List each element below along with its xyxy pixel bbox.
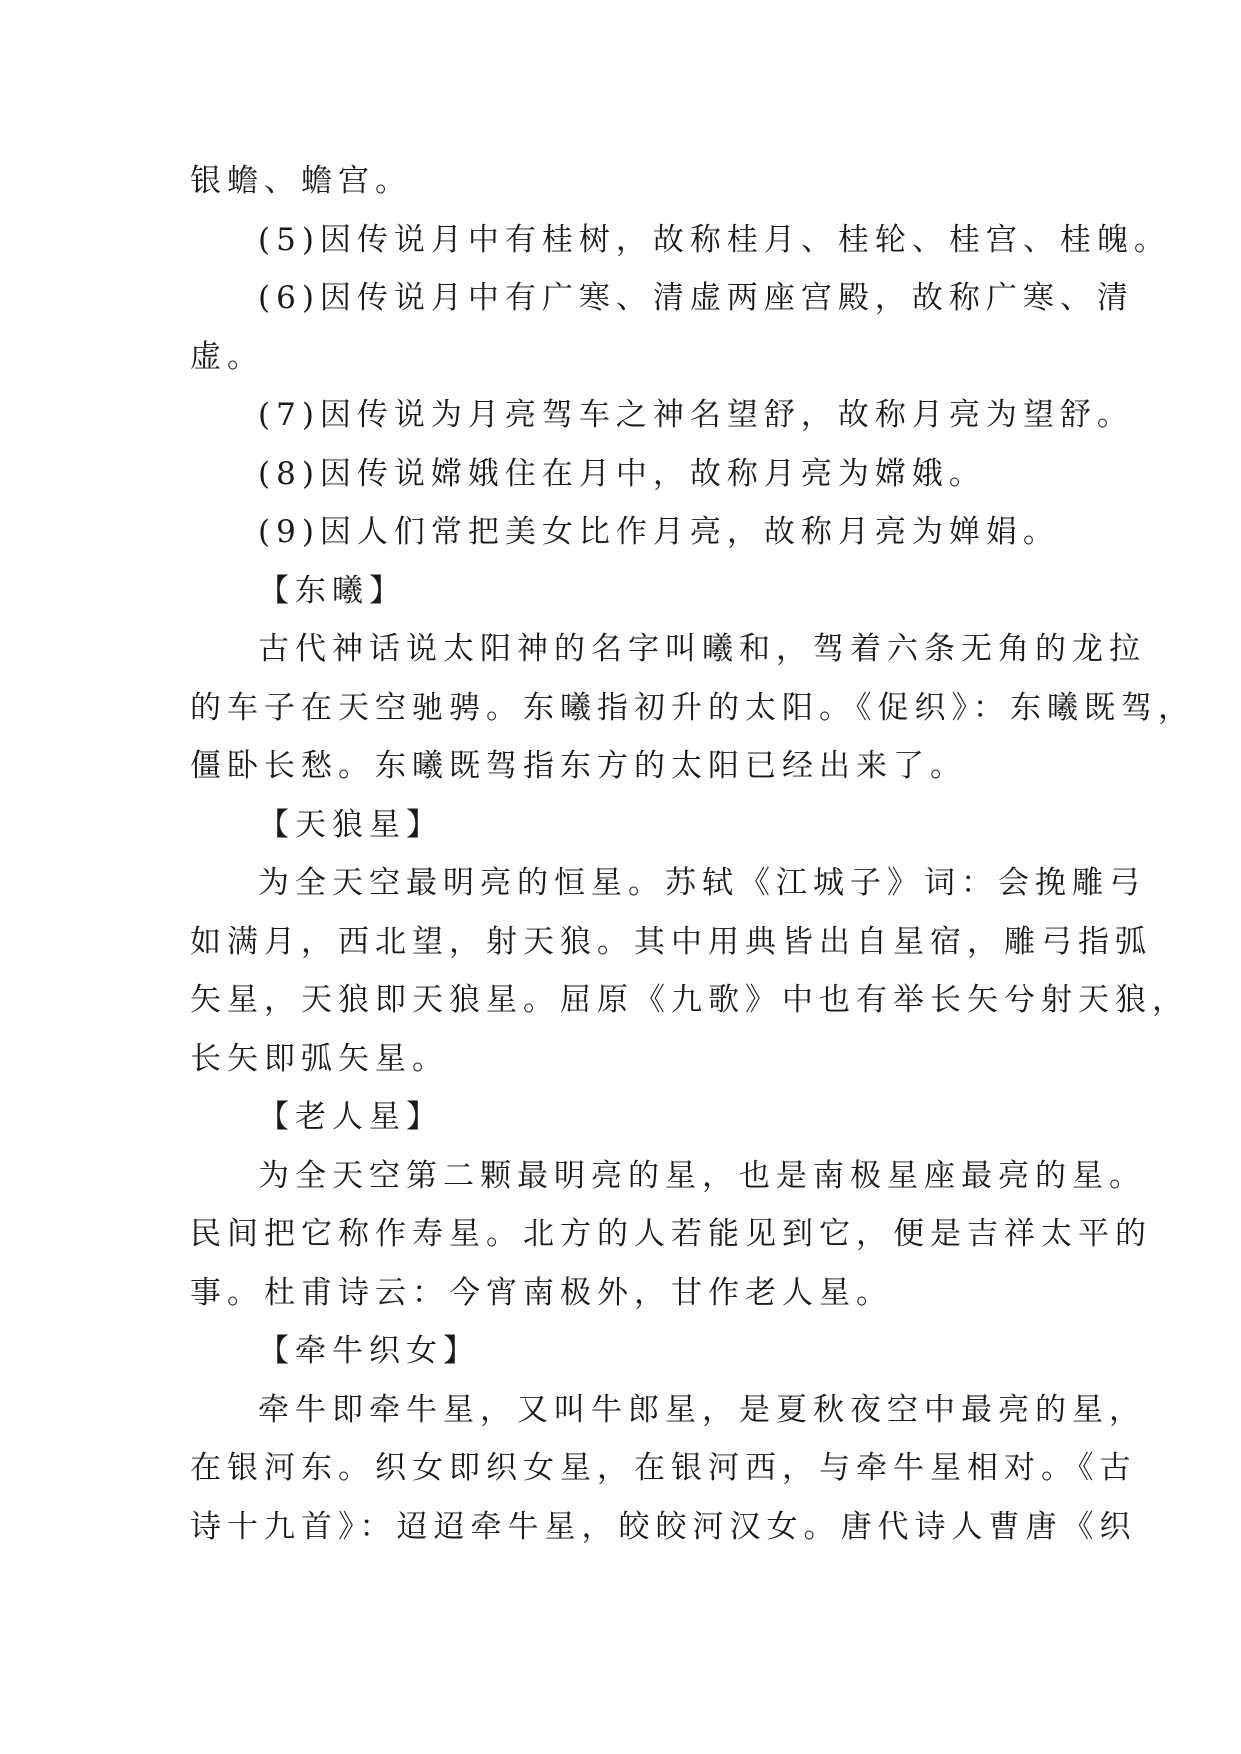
text-line: 矢星，天狼即天狼星。屈原《九歌》中也有举长矢兮射天狼， bbox=[190, 982, 1189, 1018]
text-line: 银蟾、蟾宫。 bbox=[190, 163, 412, 199]
text-line: (6)因传说月中有广寒、清虚两座宫殿，故称广寒、清 bbox=[258, 280, 1134, 316]
text-line: 虚。 bbox=[190, 338, 264, 375]
text-line: (5)因传说月中有桂树，故称桂月、桂轮、桂宫、桂魄。 bbox=[258, 221, 1171, 258]
text-line: 为全天空最明亮的恒星。苏轼《江城子》词：会挽雕弓 bbox=[258, 865, 1146, 901]
text-line: 诗十九首》：迢迢牵牛星，皎皎河汉女。唐代诗人曹唐《织 bbox=[190, 1508, 1137, 1545]
text-line: (9)因人们常把美女比作月亮，故称月亮为婵娟。 bbox=[258, 514, 1060, 550]
section-heading: 【牵牛织女】 bbox=[258, 1333, 480, 1369]
text-line: (8)因传说嫦娥住在月中，故称月亮为嫦娥。 bbox=[258, 455, 986, 492]
text-line: 古代神话说太阳神的名字叫曦和，驾着六条无角的龙拉 bbox=[258, 631, 1146, 667]
section-heading: 【老人星】 bbox=[258, 1099, 443, 1135]
section-heading: 【天狼星】 bbox=[258, 806, 443, 843]
text-line: 牵牛即牵牛星，又叫牛郎星，是夏秋夜空中最亮的星， bbox=[258, 1391, 1146, 1428]
section-heading: 【东曦】 bbox=[258, 572, 406, 609]
text-line: 如满月，西北望，射天狼。其中用典皆出自星宿，雕弓指弧 bbox=[190, 923, 1152, 960]
text-line: 民间把它称作寿星。北方的人若能见到它，便是吉祥太平的 bbox=[190, 1216, 1152, 1252]
text-line: 为全天空第二颗最明亮的星，也是南极星座最亮的星。 bbox=[258, 1157, 1146, 1194]
text-line: 在银河东。织女即织女星，在银河西，与牵牛星相对。《古 bbox=[190, 1450, 1137, 1486]
text-line: 的车子在天空驰骋。东曦指初升的太阳。《促织》：东曦既驾， bbox=[190, 689, 1195, 726]
text-line: 僵卧长愁。东曦既驾指东方的太阳已经出来了。 bbox=[190, 748, 967, 784]
body-text bbox=[190, 152, 1195, 1556]
text-line: 事。杜甫诗云：今宵南极外，甘作老人星。 bbox=[190, 1274, 893, 1311]
text-line: (7)因传说为月亮驾车之神名望舒，故称月亮为望舒。 bbox=[258, 397, 1134, 433]
text-line: 长矢即弧矢星。 bbox=[190, 1040, 449, 1077]
